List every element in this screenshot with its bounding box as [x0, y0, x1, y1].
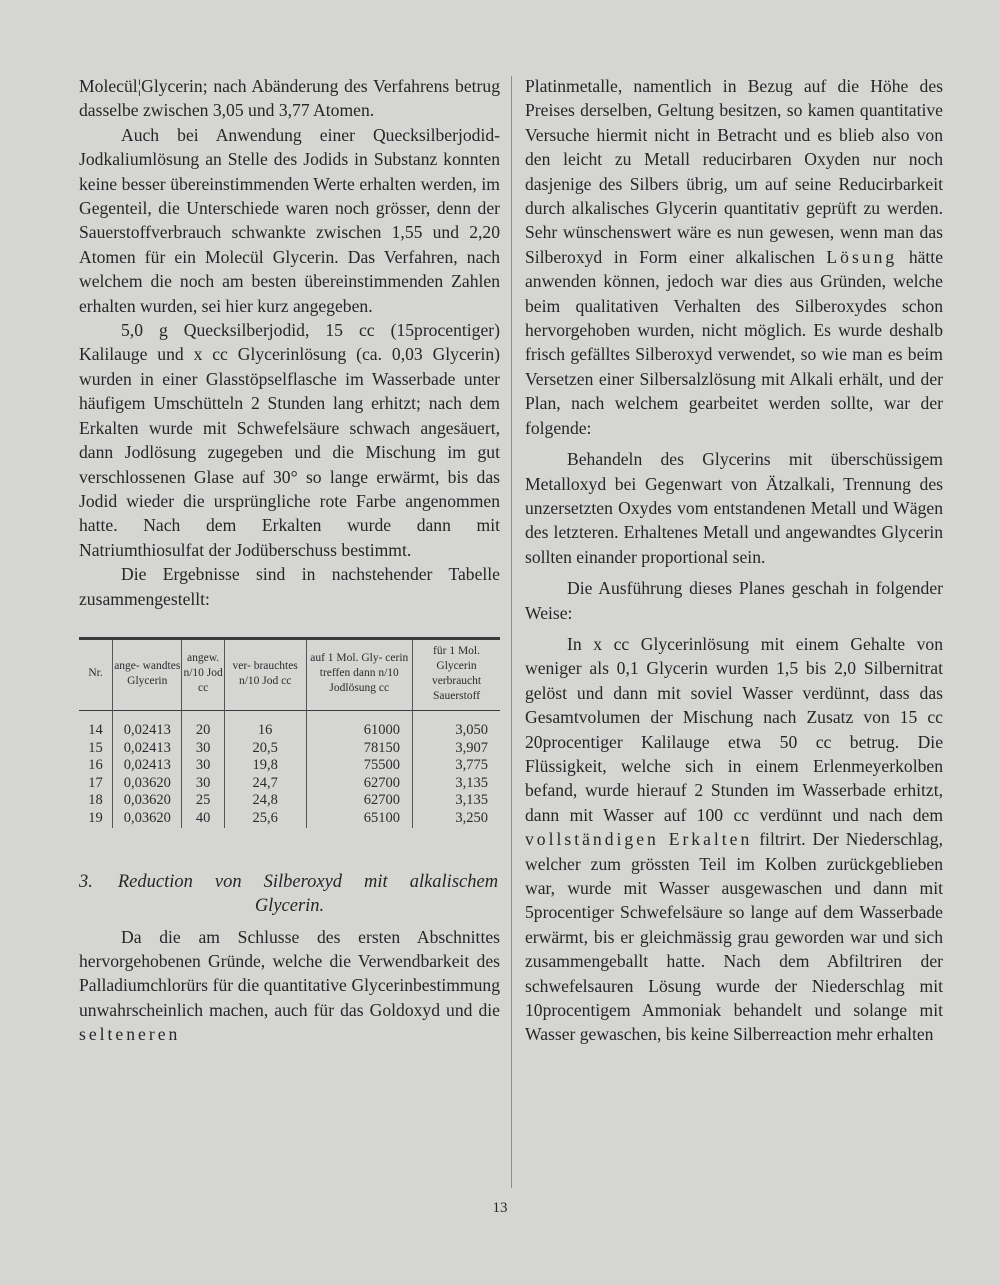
table-cell: 24,7	[224, 775, 306, 793]
table-cell: 30	[182, 757, 224, 775]
section-title-word: mit	[364, 871, 388, 892]
table-cell: 25	[182, 792, 224, 810]
paragraph-text: Da die am Schlusse des ersten Abschnittes hervorgehobenen Gründe, welche die Verwendbarkeit des Palladiumchlorürs für die quantitative Glycerinbestimmung unwahrscheinlich machen, auch für das Goldoxyd und die	[79, 926, 500, 1020]
table-cell: 3,135	[413, 792, 500, 810]
table-cell: 0,03620	[113, 775, 182, 793]
table-cell: 20,5	[224, 740, 306, 758]
table-cell: 3,135	[413, 775, 500, 793]
table-cell: 17	[88, 774, 103, 791]
table-cell: 62700	[306, 792, 413, 810]
table-cell: 0,02413	[113, 710, 182, 739]
paragraph-text: hätte anwenden können, jedoch war dies aus Gründen, welche beim qualitativen Verhalten des Silberoxydes schon hervorgehoben wurden, nicht möglich. Es wurde deshalb frisch gefälltes Silberoxyd verwendet, so wie man es beim Versetzen einer Silbersalzlösung mit Alkali erhält, und der Plan, nach welchem gearbeitet werden sollte, war der folgende:	[525, 246, 944, 438]
table-cell: 75500	[306, 757, 413, 775]
section-title-word: Silberoxyd	[263, 871, 343, 892]
spaced-word: Lösung	[826, 246, 898, 267]
column-divider	[511, 76, 512, 1188]
spaced-word: selteneren	[79, 1024, 181, 1045]
paragraph: Molecül¦Glycerin; nach Abänderung des Verfahrens betrug dasselbe zwischen 3,05 und 3,77 Atomen.	[79, 76, 500, 121]
header-fuer-1-mol: für 1 Mol. Glycerin verbraucht Sauerstoff	[413, 638, 500, 710]
table-row	[79, 792, 500, 810]
section-number: 3.	[79, 871, 93, 892]
paragraph: 5,0 g Quecksilberjodid, 15 cc (15procentiger) Kalilauge und x cc Glycerinlösung (ca. 0,03 Glycerin) wurden in einer Glasstöpselflasche im Wasserbade unter häufigem Umschütteln 2 Stunden lang erhitzt; nach dem Erkalten wurde mit Schwefelsäure schwach angesäuert, dann Jodlösung zugegeben und die Mischung im gut verschlossenen Glase auf 30° so lange erwärmt, bis das Jodid wieder die ursprüngliche rote Farbe angenommen hatte. Nach dem Erkalten wurde dann mit Natriumthiosulfat der Jodüberschuss bestimmt.	[79, 320, 500, 560]
table-cell: 30	[182, 775, 224, 793]
table-cell: 3,907	[413, 740, 500, 758]
table-cell: 0,02413	[113, 757, 182, 775]
header-angewandtes-jod: angew. n/10 Jod cc	[182, 638, 224, 710]
table-cell: 3,050	[413, 710, 500, 739]
table-cell: 25,6	[224, 810, 306, 828]
paragraph: Behandeln des Glycerins mit überschüssigem Metalloxyd bei Gegenwart von Ätzalkali, Trennung des unzersetzten Oxydes vom entstandenen Metall und Wägen des letzteren. Erhaltenes Metall und angewandtes Glycerin sollten einander proportional sein.	[525, 449, 943, 567]
left-column	[79, 74, 500, 1047]
table-header-row	[79, 638, 500, 710]
header-verbrauchtes-jod: ver- brauchtes n/10 Jod cc	[224, 638, 306, 710]
section-title-word: von	[214, 871, 242, 892]
table-cell: 30	[182, 740, 224, 758]
table-cell: 61000	[306, 710, 413, 739]
table-cell: 40	[182, 810, 224, 828]
section-title-word: alkalischem	[409, 871, 499, 892]
header-auf-1-mol: auf 1 Mol. Gly- cerin treffen dann n/10 Jodlösung cc	[306, 638, 413, 710]
paragraph: Die Ergebnisse sind in nachstehender Tabelle zusammengestellt:	[79, 564, 500, 609]
paragraph: Auch bei Anwendung einer Quecksilberjodid-Jodkaliumlösung an Stelle des Jodids in Substanz konnten keine besser übereinstimmenden Werte erhalten werden, im Gegenteil, die Unterschiede waren noch grösser, denn der Sauerstoffverbrauch schwankte zwischen 1,55 und 2,20 Atomen für ein Molecül Glycerin. Das Verfahren, nach welchem die noch am besten übereinstimmenden Zahlen erhalten wurden, sei hier kurz angegeben.	[79, 124, 500, 316]
paragraph: Die Ausführung dieses Planes geschah in folgender Weise:	[525, 578, 943, 623]
table-cell: 16	[224, 710, 306, 739]
paragraph	[525, 632, 943, 1047]
table-cell: 0,03620	[113, 810, 182, 828]
table-row	[79, 775, 500, 793]
table-cell: 19	[88, 809, 103, 826]
table-cell: 16	[88, 757, 103, 774]
table-cell: 24,8	[224, 792, 306, 810]
table-cell: 14	[88, 721, 103, 738]
section-title-word: Reduction	[117, 871, 193, 892]
paragraph-text: In x cc Glycerinlösung mit einem Gehalte von weniger als 0,1 Glycerin wurden 1,5 bis 2,0 Silbernitrat gelöst und dann mit soviel Wasser verdünnt, dass das Gesamtvolumen der Mischung nach Zusatz von 15 cc 20procentiger Kalilauge etwa 50 cc betrug. Die Flüssigkeit, welche sich in einem Erlenmeyerkolben befand, wurde hierauf 2 Stunden im Wasserbade erhitzt, dann mit Wasser auf 100 cc verdünnt und nach dem	[525, 633, 943, 825]
table-cell: 18	[88, 792, 103, 809]
paragraph	[79, 925, 500, 1047]
paragraph-text: filtrirt. Der Niederschlag, welcher zum grössten Teil im Kolben zurückgeblieben war, wurde mit Wasser ausgewaschen und dann mit 5procentiger Schwefelsäure so lange auf dem Wasserbade erwärmt, bis er gleichmässig grau geworden war und sich zusammengeballt hatte. Nach dem Abfiltriren der schwefelsauren Lösung wurde der Niederschlag mit 10procentigem Ammoniak behandelt und solange mit Wasser gewaschen, bis keine Silberreaction mehr erhalten	[525, 829, 943, 1045]
table-cell: 0,03620	[113, 792, 182, 810]
table-cell: 3,775	[413, 757, 500, 775]
table-row	[79, 740, 500, 758]
table-cell: 3,250	[413, 810, 500, 828]
table-cell: 65100	[306, 810, 413, 828]
section-title-line2: Glycerin.	[254, 895, 325, 916]
header-angewandtes-glycerin: ange- wandtes Glycerin	[113, 638, 182, 710]
table-cell: 19,8	[224, 757, 306, 775]
page-number: 13	[492, 1200, 508, 1216]
paragraph-text: Platinmetalle, namentlich in Bezug auf die Höhe des Preises derselben, Geltung besitzen, so kamen quantitative Versuche hiermit nicht in Betracht und es blieb also von den leicht zu Metall reducirbaren Oxyden nur noch dasjenige des Silbers übrig, um auf seine Reducirbarkeit durch alkalisches Glycerin quantitativ geprüft zu werden. Sehr wünschenswert wäre es nun gewesen, wenn man das Silberoxyd in Form einer alkalischen	[525, 76, 943, 267]
table-body	[79, 710, 500, 827]
results-table	[79, 637, 500, 828]
table-row	[79, 757, 500, 775]
table-cell: 20	[182, 710, 224, 739]
table-cell: 0,02413	[113, 740, 182, 758]
table-cell: 62700	[306, 775, 413, 793]
header-nr: Nr.	[88, 667, 103, 680]
table-cell: 78150	[306, 740, 413, 758]
right-column	[525, 74, 943, 1047]
table-row	[79, 710, 500, 739]
spaced-word: vollständigen Erkalten	[525, 829, 753, 850]
section-heading	[79, 870, 500, 918]
table-cell: 15	[88, 739, 103, 756]
table-row	[79, 810, 500, 828]
paragraph	[525, 74, 943, 440]
